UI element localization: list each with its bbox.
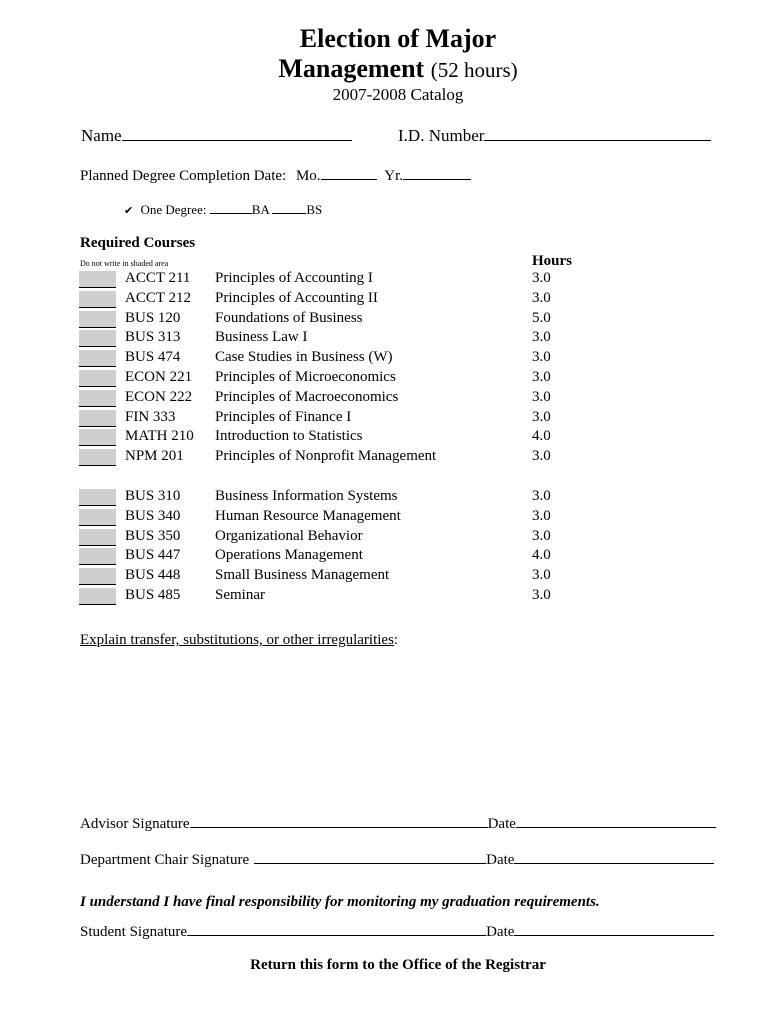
course-hours: 3.0 <box>532 507 551 524</box>
chair-signature-label: Department Chair Signature <box>80 852 250 868</box>
degree-row <box>124 201 322 218</box>
form-subtitle <box>0 54 770 84</box>
shaded-grade-box <box>79 410 116 427</box>
shaded-grade-box <box>79 311 116 328</box>
course-hours: 3.0 <box>532 527 551 544</box>
course-name: Case Studies in Business (W) <box>215 349 393 366</box>
course-code: BUS 313 <box>125 329 181 346</box>
chair-date-label: Date <box>486 852 515 868</box>
course-name: Principles of Finance I <box>215 408 352 425</box>
student-signature-line[interactable] <box>187 921 486 936</box>
chair-date-line[interactable] <box>514 849 714 864</box>
chair-signature-row <box>80 849 714 869</box>
advisor-date-line[interactable] <box>516 813 716 828</box>
name-line[interactable] <box>122 126 352 141</box>
shaded-grade-box <box>79 509 116 526</box>
course-name: Small Business Management <box>215 567 390 584</box>
irregularities-colon: : <box>393 632 399 648</box>
advisor-date-label: Date <box>487 816 516 832</box>
shaded-grade-box <box>79 330 116 347</box>
course-hours: 3.0 <box>532 289 551 306</box>
id-number-field[interactable] <box>398 126 711 146</box>
course-hours: 3.0 <box>532 329 551 346</box>
irregularities-label: Explain transfer, substitutions, or other irregularities <box>80 632 394 648</box>
chair-signature-line[interactable] <box>254 849 486 864</box>
course-name: Human Resource Management <box>215 507 401 524</box>
course-hours: 3.0 <box>532 270 551 286</box>
name-field[interactable] <box>81 126 352 146</box>
course-hours: 3.0 <box>532 448 551 465</box>
completion-date-row <box>80 165 471 185</box>
course-hours: 3.0 <box>532 408 551 425</box>
course-code: BUS 474 <box>125 349 181 366</box>
hours-header: Hours <box>532 253 573 269</box>
course-code: BUS 120 <box>125 309 181 326</box>
advisor-signature-line[interactable] <box>190 813 488 828</box>
course-code: NPM 201 <box>125 448 184 465</box>
course-name: Principles of Accounting I <box>215 270 373 286</box>
course-name: Introduction to Statistics <box>215 428 363 445</box>
ba-label: BA <box>251 202 270 217</box>
month-line[interactable] <box>321 165 377 180</box>
course-hours: 3.0 <box>532 369 551 385</box>
bs-line[interactable] <box>272 201 306 214</box>
course-name: Business Information Systems <box>215 488 398 504</box>
course-name: Principles of Accounting II <box>215 289 378 306</box>
course-name: Principles of Nonprofit Management <box>215 448 437 465</box>
advisor-signature-row <box>80 813 716 833</box>
month-label: Mo. <box>295 168 321 184</box>
responsibility-statement: I understand I have final responsibility for monitoring my graduation requirements. <box>80 894 600 910</box>
course-code: BUS 310 <box>125 488 181 504</box>
course-name: Organizational Behavior <box>215 527 363 544</box>
course-hours: 5.0 <box>532 309 551 326</box>
name-label: Name <box>81 126 122 145</box>
required-courses-heading: Required Courses <box>80 235 196 251</box>
course-code: BUS 485 <box>125 587 181 603</box>
year-label: Yr. <box>384 168 404 184</box>
shaded-grade-box <box>79 449 116 466</box>
course-code: FIN 333 <box>125 408 176 425</box>
course-code: ACCT 211 <box>125 270 191 286</box>
shaded-grade-box <box>79 588 116 605</box>
course-hours: 3.0 <box>532 349 551 366</box>
course-code: ECON 221 <box>125 369 193 385</box>
course-code: MATH 210 <box>125 428 194 445</box>
course-name: Seminar <box>215 587 265 603</box>
student-date-line[interactable] <box>514 921 714 936</box>
student-signature-row <box>80 921 714 941</box>
bs-label: BS <box>306 202 323 217</box>
course-name: Principles of Macroeconomics <box>215 388 399 405</box>
course-hours: 3.0 <box>532 587 551 603</box>
irregularities-prompt <box>80 632 398 649</box>
course-code: BUS 340 <box>125 507 181 524</box>
student-date-label: Date <box>486 924 515 940</box>
course-hours: 4.0 <box>532 547 551 564</box>
advisor-signature-label: Advisor Signature <box>80 816 190 832</box>
course-code: ECON 222 <box>125 388 193 405</box>
shaded-grade-box <box>79 489 116 506</box>
shaded-grade-box <box>79 568 116 585</box>
ba-line[interactable] <box>210 201 252 214</box>
degree-label: One Degree: <box>140 202 207 217</box>
irregularities-text-area[interactable] <box>80 660 720 800</box>
shaded-grade-box <box>79 350 116 367</box>
catalog-year: 2007-2008 Catalog <box>332 85 464 104</box>
course-name: Operations Management <box>215 547 363 564</box>
shaded-grade-box <box>79 548 116 565</box>
id-number-label: I.D. Number <box>398 126 485 145</box>
course-code: BUS 448 <box>125 567 181 584</box>
shaded-grade-box <box>79 529 116 546</box>
course-code: BUS 447 <box>125 547 181 564</box>
shaded-area-note: Do not write in shaded area <box>80 259 169 268</box>
course-hours: 3.0 <box>532 388 551 405</box>
return-instructions: Return this form to the Office of the Registrar <box>250 957 546 973</box>
id-number-line[interactable] <box>484 126 711 141</box>
course-hours: 3.0 <box>532 488 551 504</box>
course-code: BUS 350 <box>125 527 181 544</box>
completion-date-label: Planned Degree Completion Date: <box>80 168 287 184</box>
course-name: Business Law I <box>215 329 308 346</box>
shaded-grade-box <box>79 271 116 288</box>
form-title: Election of Major <box>299 24 497 53</box>
major-hours: (52 hours) <box>430 58 518 82</box>
course-hours: 3.0 <box>532 567 551 584</box>
shaded-grade-box <box>79 370 116 387</box>
course-name: Principles of Microeconomics <box>215 369 396 385</box>
major-name: Management <box>278 54 425 83</box>
shaded-grade-box <box>79 429 116 446</box>
course-name: Foundations of Business <box>215 309 363 326</box>
year-line[interactable] <box>403 165 471 180</box>
course-code: ACCT 212 <box>125 289 191 306</box>
student-signature-label: Student Signature <box>80 924 188 940</box>
shaded-grade-box <box>79 291 116 308</box>
shaded-grade-box <box>79 390 116 407</box>
course-hours: 4.0 <box>532 428 551 445</box>
check-mark-icon: ✔ <box>124 204 134 217</box>
